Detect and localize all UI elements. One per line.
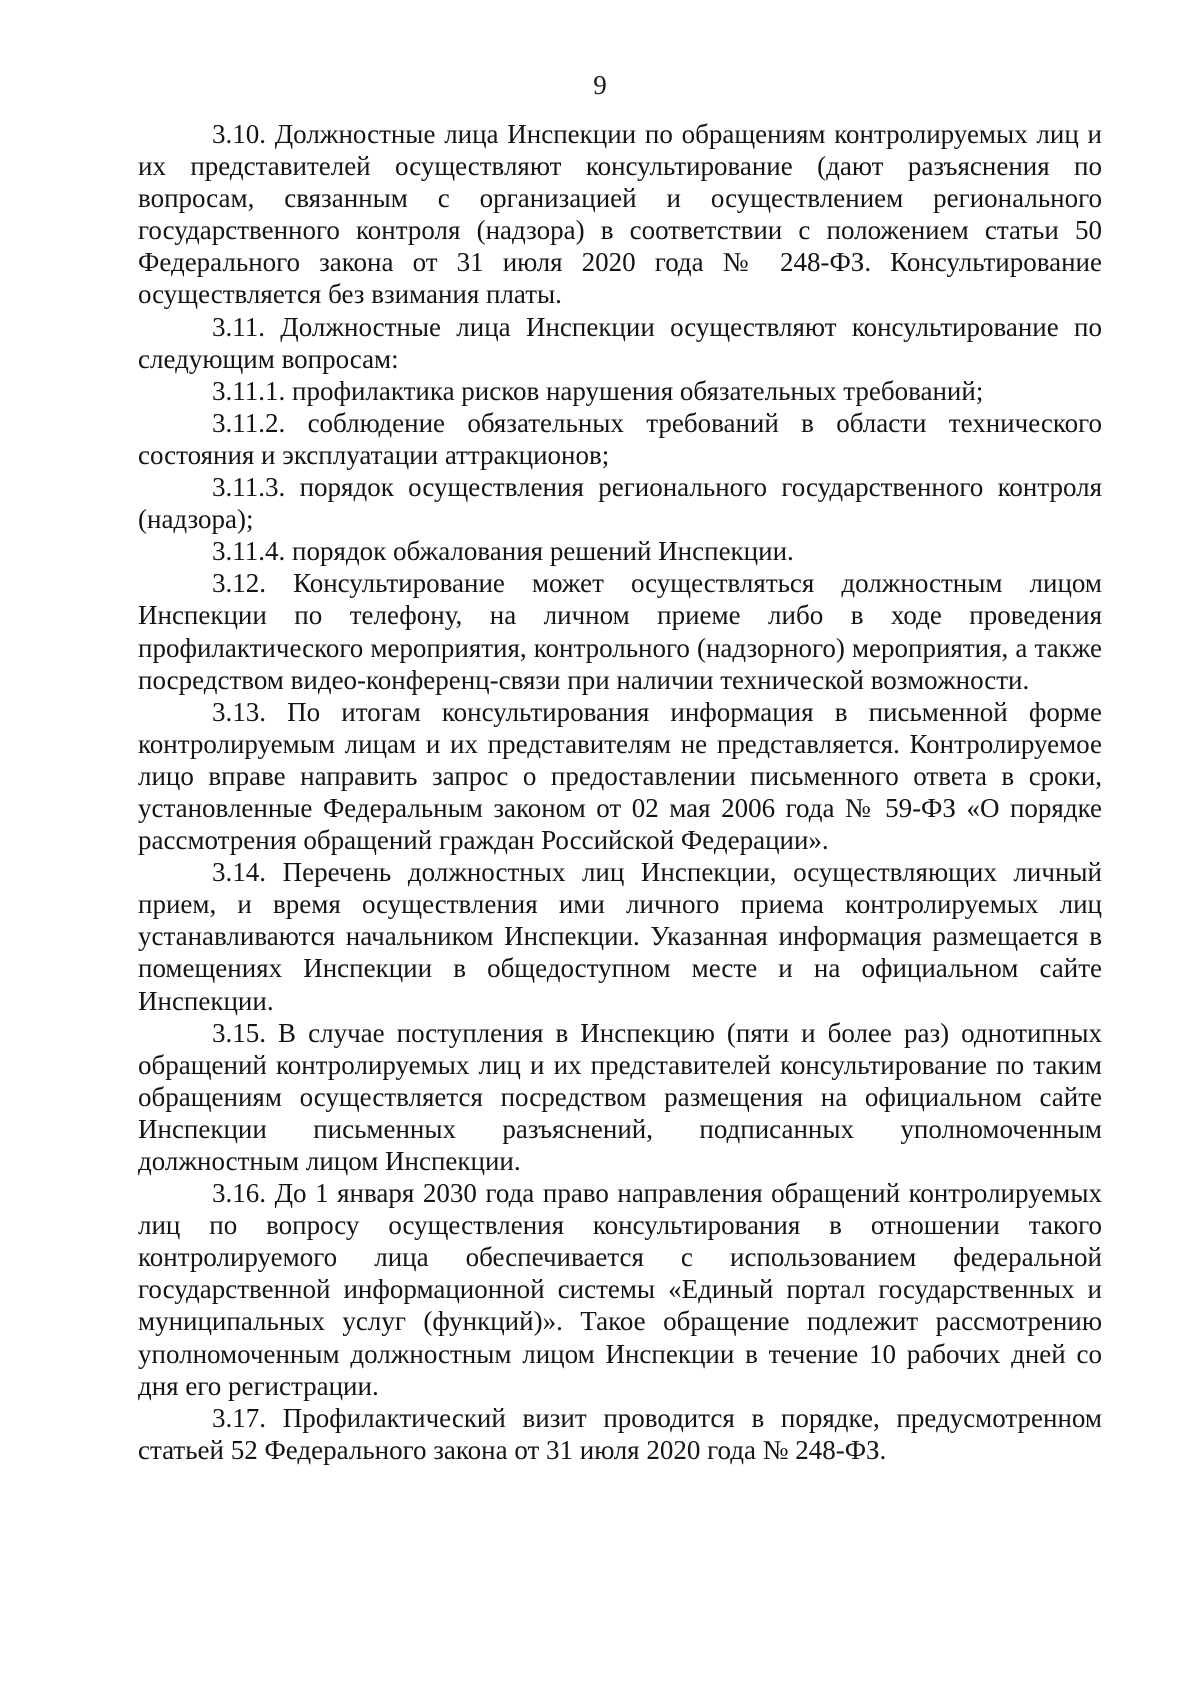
paragraph-3-16: 3.16. До 1 января 2030 года право направления обращений контролируемых лиц по вопросу осуществления консультирования в отношении такого контролируемого лица обеспечивается с использованием федеральной государственной информационной системы «Единый портал государственных и муниципальных услуг (функций)». Такое обращение подлежит рассмотрению уполномоченным должностным лицом Инспекции в течение 10 рабочих дней со дня его регистрации.: [138, 1178, 1102, 1401]
paragraph-3-15: 3.15. В случае поступления в Инспекцию (пяти и более раз) однотипных обращений контролируемых лиц и их представителей консультирование по таким обращениям осуществляется посредством размещения на официальном сайте Инспекции письменных разъяснений, подписанных уполномоченным должностным лицом Инспекции.: [138, 1017, 1102, 1176]
document-body: [138, 118, 1102, 1466]
paragraph-3-13: 3.13. По итогам консультирования информация в письменной форме контролируемым лицам и их представителям не представляется. Контролируемое лицо вправе направить запрос о предоставлении письменного ответа в сроки, установленные Федеральным законом от 02 мая 2006 года № 59-ФЗ «О порядке рассмотрения обращений граждан Российской Федерации».: [138, 696, 1102, 856]
paragraph-3-10: 3.10. Должностные лица Инспекции по обращениям контролируемых лиц и их представителей осуществляют консультирование (дают разъяснения по вопросам, связанным с организацией и осуществлением регионального государственного контроля (надзора) в соответствии с положением статьи 50 Федерального закона от 31 июля 2020 года № 248-ФЗ. Консультирование осуществляется без взимания платы.: [138, 119, 1102, 310]
paragraph-3-14: 3.14. Перечень должностных лиц Инспекции, осуществляющих личный прием, и время осуществления ими личного приема контролируемых лиц устанавливаются начальником Инспекции. Указанная информация размещается в помещениях Инспекции в общедоступном месте и на официальном сайте Инспекции.: [138, 857, 1102, 1016]
page-number: 9: [593, 70, 607, 100]
paragraph-3-11: 3.11. Должностные лица Инспекции осуществляют консультирование по следующим вопросам:: [138, 311, 1102, 374]
paragraph-3-11-3: 3.11.3. порядок осуществления регионального государственного контроля (надзора);: [138, 472, 1102, 535]
paragraph-3-17: 3.17. Профилактический визит проводится в порядке, предусмотренном статьей 52 Федерального закона от 31 июля 2020 года № 248-ФЗ.: [138, 1402, 1102, 1465]
paragraph-3-12: 3.12. Консультирование может осуществляться должностным лицом Инспекции по телефону, на личном приеме либо в ходе проведения профилактического мероприятия, контрольного (надзорного) мероприятия, а также посредством видео-конференц-связи при наличии технической возможности.: [138, 568, 1102, 695]
paragraph-3-11-2: 3.11.2. соблюдение обязательных требований в области технического состояния и эксплуатации аттракционов;: [138, 407, 1102, 470]
paragraph-3-11-1: 3.11.1. профилактика рисков нарушения обязательных требований;: [212, 375, 984, 406]
paragraph-3-11-4: 3.11.4. порядок обжалования решений Инспекции.: [212, 536, 794, 567]
